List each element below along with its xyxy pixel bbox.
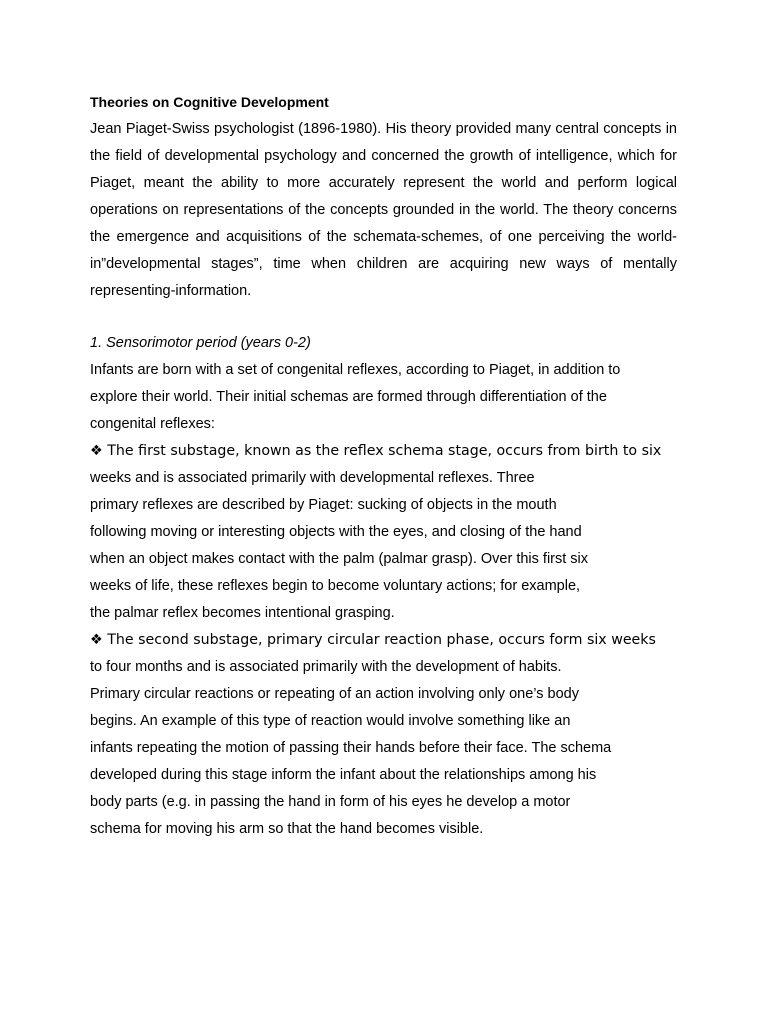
bullet-item-primary-circular (90, 627, 677, 654)
document-page (90, 89, 677, 843)
bullet-head-text: The first substage, known as the reflex schema stage, occurs from birth to six (107, 443, 662, 459)
bullet-body-line: weeks and is associated primarily with developmental reflexes. Three (90, 470, 535, 486)
paragraph-spacer (90, 305, 677, 330)
bullet-body-line: infants repeating the motion of passing their hands before their face. The schema (90, 740, 612, 756)
bullet-item-reflex-schema (90, 438, 677, 465)
section-intro-line: congenital reflexes: (90, 416, 215, 432)
bullet-diamond-icon: ❖ (90, 443, 103, 459)
bullet-body-line: schema for moving his arm so that the hand becomes visible. (90, 821, 484, 837)
bullet-head-text: The second substage, primary circular reaction phase, occurs form six weeks (107, 632, 656, 648)
bullet-diamond-icon: ❖ (90, 632, 103, 648)
section-title: 1. Sensorimotor period (years 0-2) (90, 335, 311, 351)
bullet-body-line: weeks of life, these reflexes begin to become voluntary actions; for example, (90, 578, 581, 594)
document-heading: Theories on Cognitive Development (90, 94, 329, 110)
bullet-body-line: begins. An example of this type of reaction would involve something like an (90, 713, 571, 729)
bullet-body-line: developed during this stage inform the infant about the relationships among his (90, 767, 597, 783)
bullet-body-line: following moving or interesting objects with the eyes, and closing of the hand (90, 524, 582, 540)
bullet-body-line: body parts (e.g. in passing the hand in form of his eyes he develop a motor (90, 794, 571, 810)
bullet-body-line: Primary circular reactions or repeating of an action involving only one’s body (90, 686, 579, 702)
bullet-body-line: to four months and is associated primarily with the development of habits. (90, 659, 562, 675)
intro-paragraph: Jean Piaget-Swiss psychologist (1896-1980). His theory provided many central concepts in the field of developmental psychology and concerned the growth of intelligence, which for Piaget, meant the ability to more accurately represent the world and perform logical operations on representations of the concepts grounded in the world. The theory concerns the emergence and acquisitions of the schemata-schemes, of one perceiving the world-in”developmental stages”, time when children are acquiring new ways of mentally representing-information. (90, 121, 677, 299)
bullet-body-line: primary reflexes are described by Piaget: sucking of objects in the mouth (90, 497, 557, 513)
bullet-body-line: the palmar reflex becomes intentional grasping. (90, 605, 395, 621)
bullet-body-line: when an object makes contact with the palm (palmar grasp). Over this first six (90, 551, 589, 567)
section-intro-line: explore their world. Their initial schemas are formed through differentiation of the (90, 389, 607, 405)
section-intro-line: Infants are born with a set of congenital reflexes, according to Piaget, in addition to (90, 362, 621, 378)
